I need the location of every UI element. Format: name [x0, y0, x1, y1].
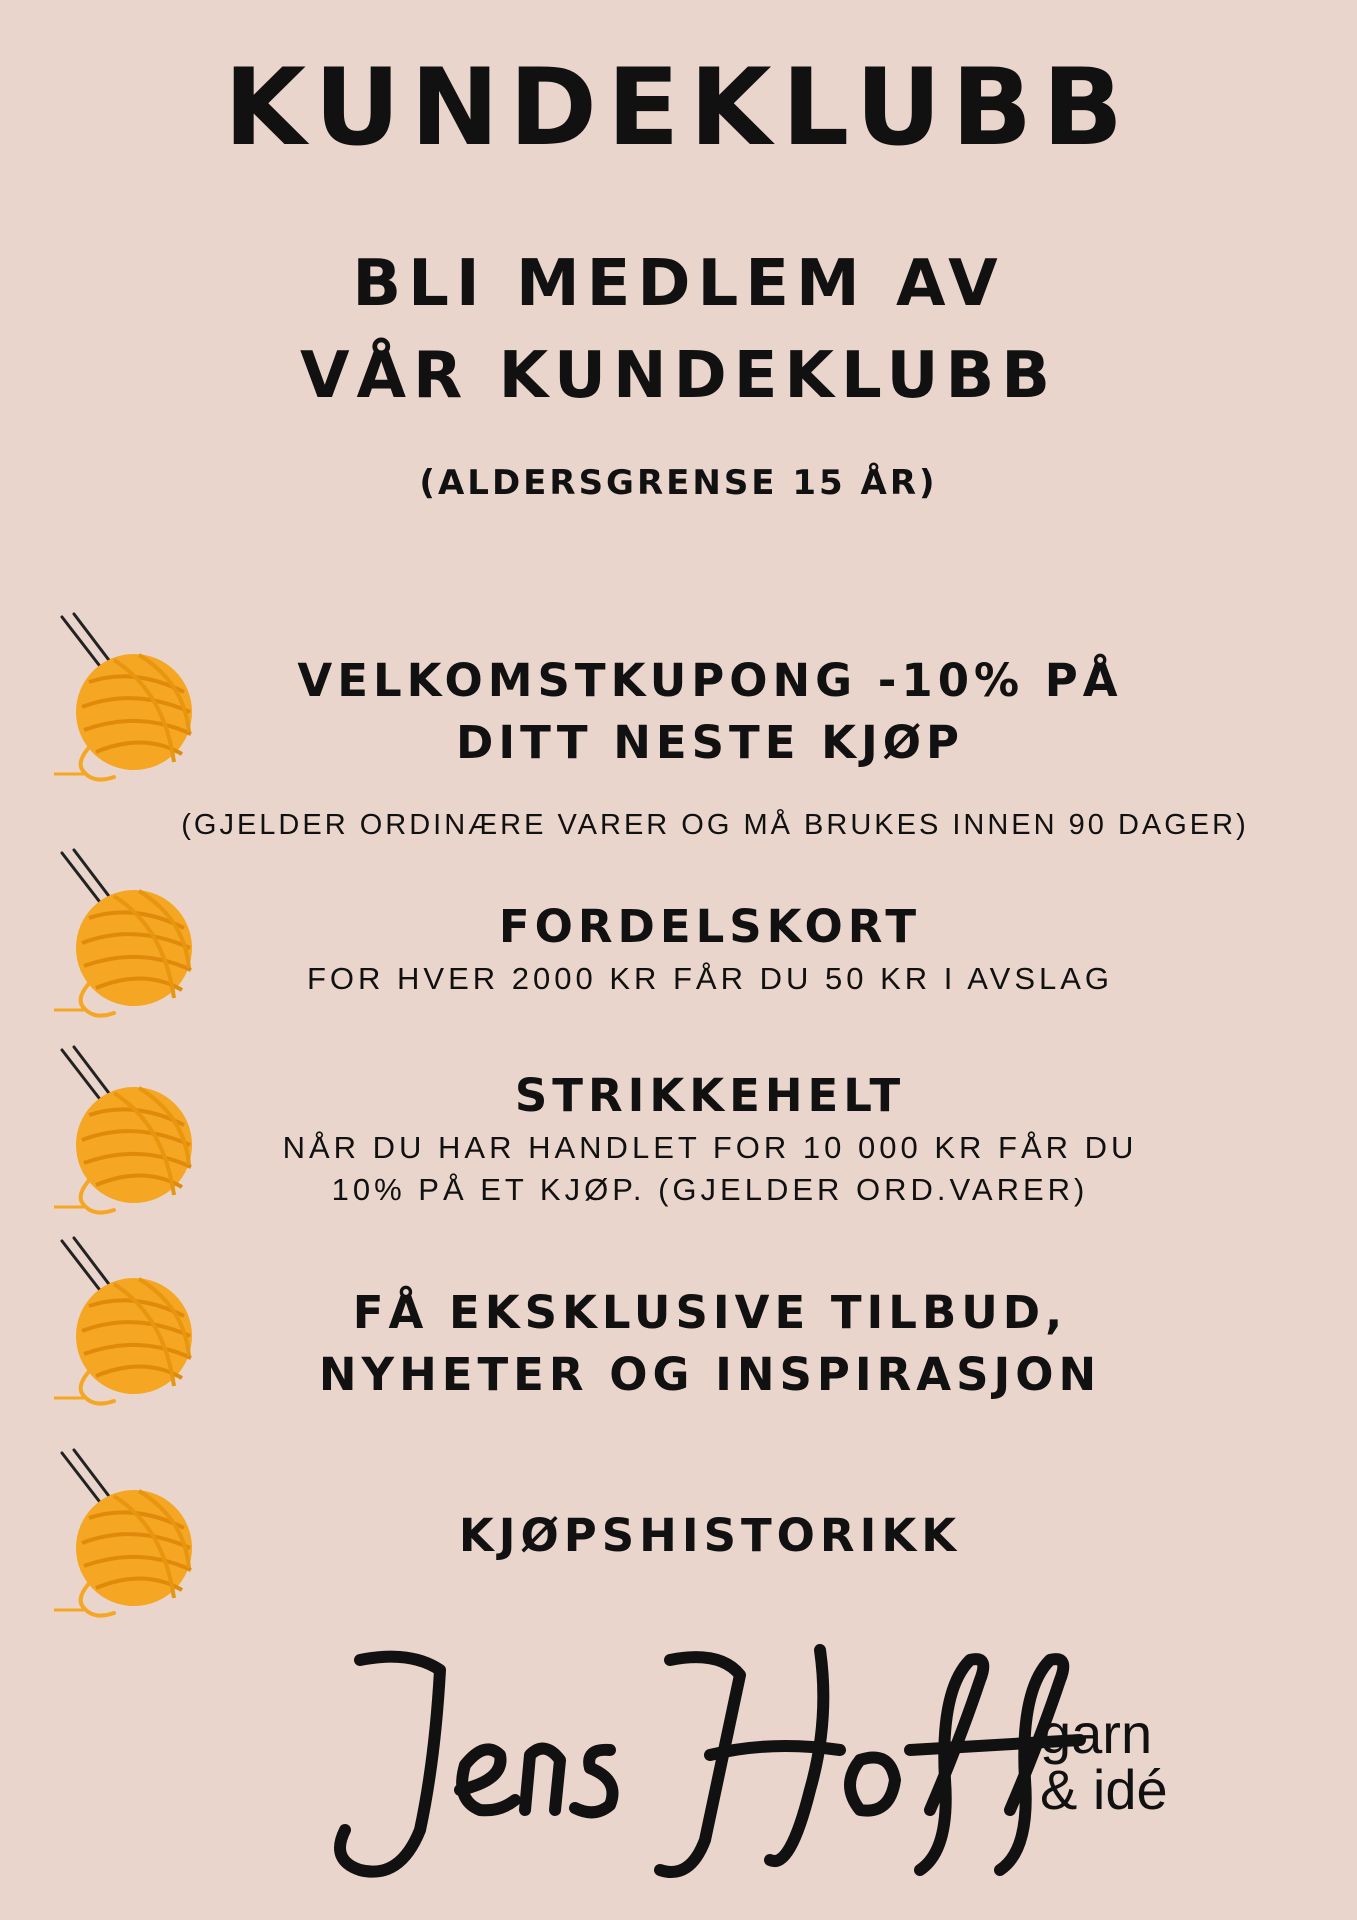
- benefit-description-line-1: NÅR DU HAR HANDLET FOR 10 000 KR FÅR DU: [282, 1130, 1138, 1165]
- benefit-description-line-2: 10% PÅ ET KJØP. (GJELDER ORD.VARER): [331, 1172, 1089, 1207]
- yarn-ball-icon: [54, 1236, 204, 1411]
- logo-tagline: [1040, 1702, 1168, 1821]
- logo-tagline-line-2: & idé: [1040, 1758, 1168, 1821]
- benefit-purchase-history: [190, 1505, 1230, 1567]
- subtitle: [0, 238, 1357, 422]
- benefit-heading: KJØPSHISTORIKK: [458, 1509, 962, 1562]
- benefit-heading-line-2: DITT NESTE KJØP: [456, 716, 964, 769]
- benefit-note: (GJELDER ORDINÆRE VARER OG MÅ BRUKES INNEN 90 DAGER): [181, 809, 1249, 841]
- age-limit: (ALDERSGRENSE 15 ÅR): [419, 463, 938, 503]
- subtitle-line-1: BLI MEDLEM AV: [352, 247, 1005, 321]
- yarn-ball-icon: [54, 1448, 204, 1623]
- benefit-heading-line-1: VELKOMSTKUPONG -10% PÅ: [297, 654, 1123, 707]
- benefit-exclusive-offers: [190, 1282, 1230, 1406]
- benefit-welcome-coupon: [190, 650, 1230, 774]
- logo-tagline-line-1: garn: [1040, 1702, 1153, 1765]
- page-title: KUNDEKLUBB: [223, 46, 1134, 169]
- benefit-description: FOR HVER 2000 KR FÅR DU 50 KR I AVSLAG: [306, 961, 1114, 996]
- benefit-heading: STRIKKEHELT: [514, 1069, 906, 1122]
- yarn-ball-icon: [54, 848, 204, 1023]
- benefit-heading: FORDELSKORT: [498, 900, 922, 953]
- benefit-fordelskort: [190, 896, 1230, 1000]
- yarn-ball-icon: [54, 1045, 204, 1220]
- benefit-strikkehelt: [190, 1065, 1230, 1211]
- benefit-heading-line-1: FÅ EKSKLUSIVE TILBUD,: [352, 1286, 1068, 1339]
- subtitle-line-2: VÅR KUNDEKLUBB: [299, 339, 1058, 413]
- benefit-heading-line-2: NYHETER OG INSPIRASJON: [318, 1348, 1102, 1401]
- yarn-ball-icon: [54, 612, 204, 787]
